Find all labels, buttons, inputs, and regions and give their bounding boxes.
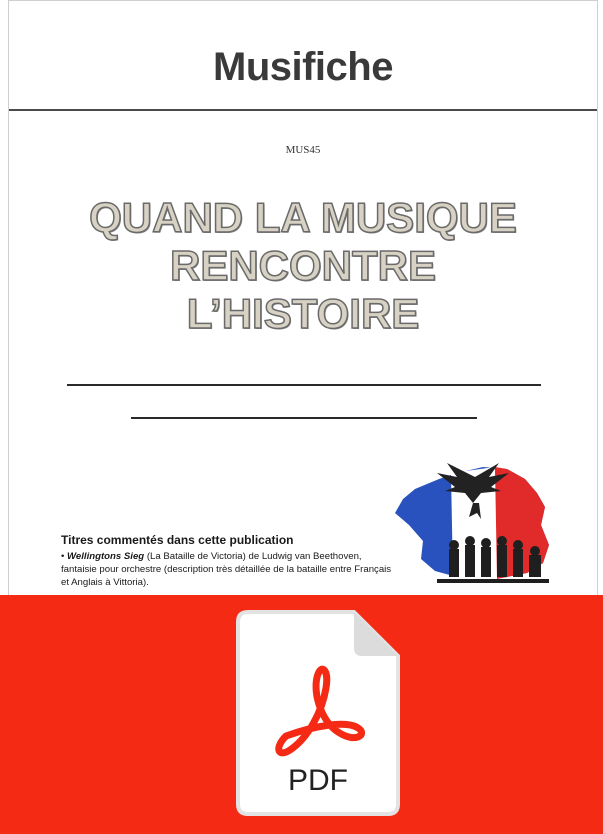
- document-page: [8, 0, 598, 600]
- blank-line-2: [131, 417, 477, 419]
- blank-line-1: [67, 384, 541, 386]
- brand-title: Musifiche: [213, 45, 393, 89]
- main-title-line: L’HISTOIRE: [186, 290, 420, 337]
- pdf-label: PDF: [288, 764, 348, 797]
- main-title-line: QUAND LA MUSIQUE: [89, 194, 517, 241]
- publication-entry: [61, 550, 396, 589]
- section-title: Titres commentés dans cette publication: [61, 533, 294, 547]
- pdf-file-icon[interactable]: [234, 608, 402, 818]
- entry-text: (La Bataille de Victoria) de Ludwig van Beethoven, fantaisie pour orchestre (description très détaillée de la bataille entre Français et Anglais à Vittoria).: [61, 551, 392, 588]
- main-title: [9, 194, 597, 338]
- header-divider: [9, 109, 597, 111]
- entry-title: Wellingtons Sieg: [67, 551, 145, 562]
- main-title-line: RENCONTRE: [169, 242, 436, 289]
- france-eagle-soldiers-illustration: [387, 459, 563, 595]
- document-code: MUS45: [285, 144, 321, 156]
- entry-bullet: •: [61, 551, 68, 562]
